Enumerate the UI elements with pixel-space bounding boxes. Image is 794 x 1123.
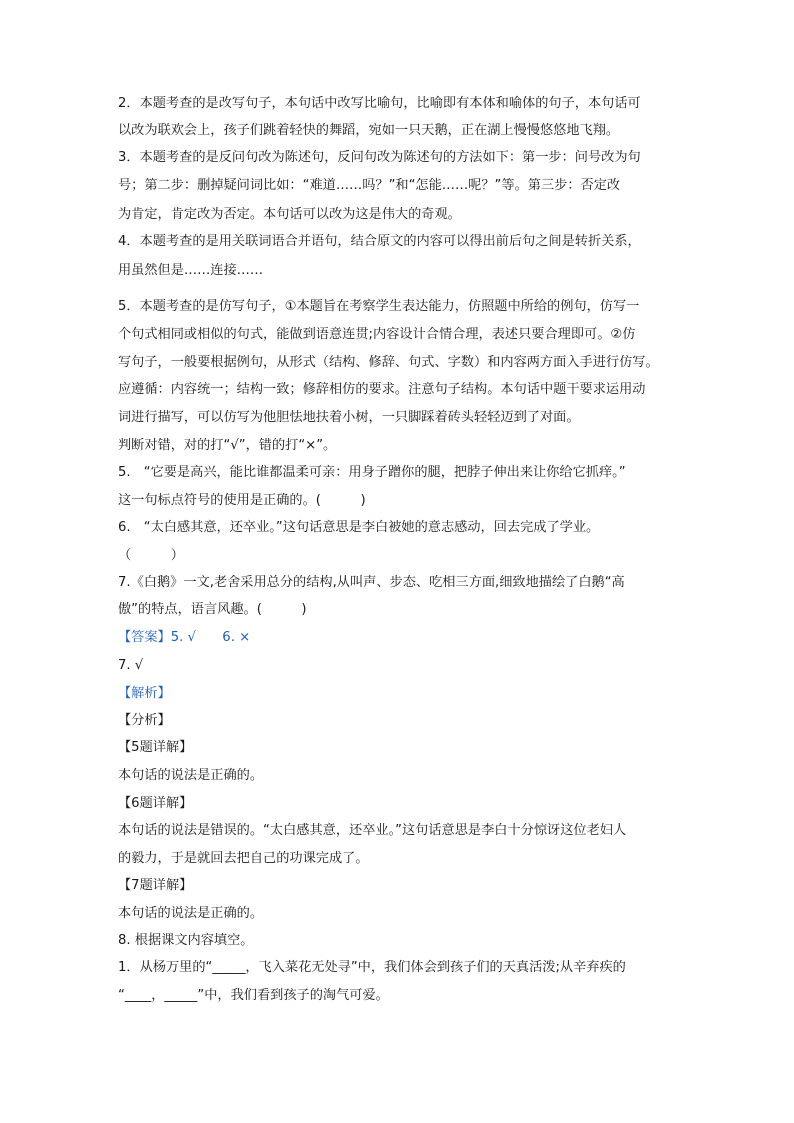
line-item5-1: 5. “它要是高兴，能比谁都温柔可亲：用身子蹭你的腿，把脖子伸出来让你给它抓痒。”: [118, 465, 626, 480]
detail-7-text: 本句话的说法是正确的。: [118, 906, 264, 921]
line-true-false-instruction: 判断对错，对的打“√”，错的打“×”。: [118, 438, 337, 453]
explanation-heading: 【解析】: [118, 686, 171, 701]
line-item5-2: 这一句标点符号的使用是正确的。( ): [118, 493, 366, 508]
answer-line: 【答案】5. √ 6. ×: [118, 630, 251, 645]
detail-6-heading: 【6题详解】: [118, 796, 193, 811]
line-q2-analysis-2: 以改为联欢会上，孩子们跳着轻快的舞蹈，宛如一只天鹅，正在湖上慢慢悠悠地飞翔。: [118, 123, 620, 138]
detail-5-heading: 【5题详解】: [118, 740, 193, 755]
line-q5-analysis-2: 个句式相同或相似的句式，能做到语意连贯;内容设计合情合理，表述只要合理即可。②仿: [118, 327, 636, 342]
question-8-title: 8. 根据课文内容填空。: [118, 933, 254, 948]
line-q2-analysis-1: 2．本题考查的是改写句子，本句话中改写比喻句，比喻即有本体和喻体的句子，本句话可: [118, 96, 641, 111]
line-q5-analysis-4: 应遵循：内容统一；结构一致；修辞相仿的要求。注意句子结构。本句话中题干要求运用动: [118, 382, 646, 397]
question-8-item1-1: 1．从杨万里的“_____，飞入菜花无处寻”中，我们体会到孩子们的天真活泼;从辛弃疾的: [118, 960, 626, 975]
line-q3-analysis-3: 为肯定，肯定改为否定。本句话可以改为这是伟大的奇观。: [118, 207, 461, 222]
line-item7-2: 傲”的特点，语言风趣。( ): [118, 602, 307, 617]
detail-6-text-1: 本句话的说法是错误的。“太白感其意，还卒业。”这句话意思是李白十分惊讶这位老妇人: [118, 823, 627, 838]
line-q4-analysis-1: 4．本题考查的是用关联词语合并语句，结合原文的内容可以得出前后句之间是转折关系，: [118, 234, 641, 249]
line-item6-2: （ ）: [118, 548, 184, 563]
detail-7-heading: 【7题详解】: [118, 878, 193, 893]
line-q4-analysis-2: 用虽然但是……连接……: [118, 263, 264, 278]
line-q5-analysis-5: 词进行描写，可以仿写为他胆怯地扶着小树，一只脚踩着砖头轻轻迈到了对面。: [118, 410, 580, 425]
detail-6-text-2: 的毅力，于是就回去把自己的功课完成了。: [118, 851, 369, 866]
line-q3-analysis-1: 3．本题考查的是反问句改为陈述句，反问句改为陈述句的方法如下：第一步：问号改为句: [118, 150, 641, 165]
line-q5-analysis-3: 写句子，一般要根据例句，从形式（结构、修辞、句式、字数）和内容两方面入手进行仿写。: [118, 355, 659, 370]
answer-line-7: 7. √: [118, 658, 144, 673]
detail-5-text: 本句话的说法是正确的。: [118, 768, 264, 783]
line-item7-1: 7.《白鹅》一文,老舍采用总分的结构,从叫声、步态、吃相三方面,细致地描绘了白鹅“高: [118, 575, 625, 590]
question-8-item1-2: “____，_____”中，我们看到孩子的淘气可爱。: [118, 988, 389, 1003]
analysis-heading: 【分析】: [118, 713, 171, 728]
line-q5-analysis-1: 5．本题考查的是仿写句子，①本题旨在考察学生表达能力，仿照题中所给的例句，仿写一: [118, 299, 640, 314]
line-item6-1: 6. “太白感其意，还卒业。”这句话意思是李白被她的意志感动，回去完成了学业。: [118, 520, 600, 535]
line-q3-analysis-2: 号；第二步：删掉疑问词比如：“难道……吗？”和“怎能……呢？”等。第三步：否定改: [118, 178, 621, 193]
